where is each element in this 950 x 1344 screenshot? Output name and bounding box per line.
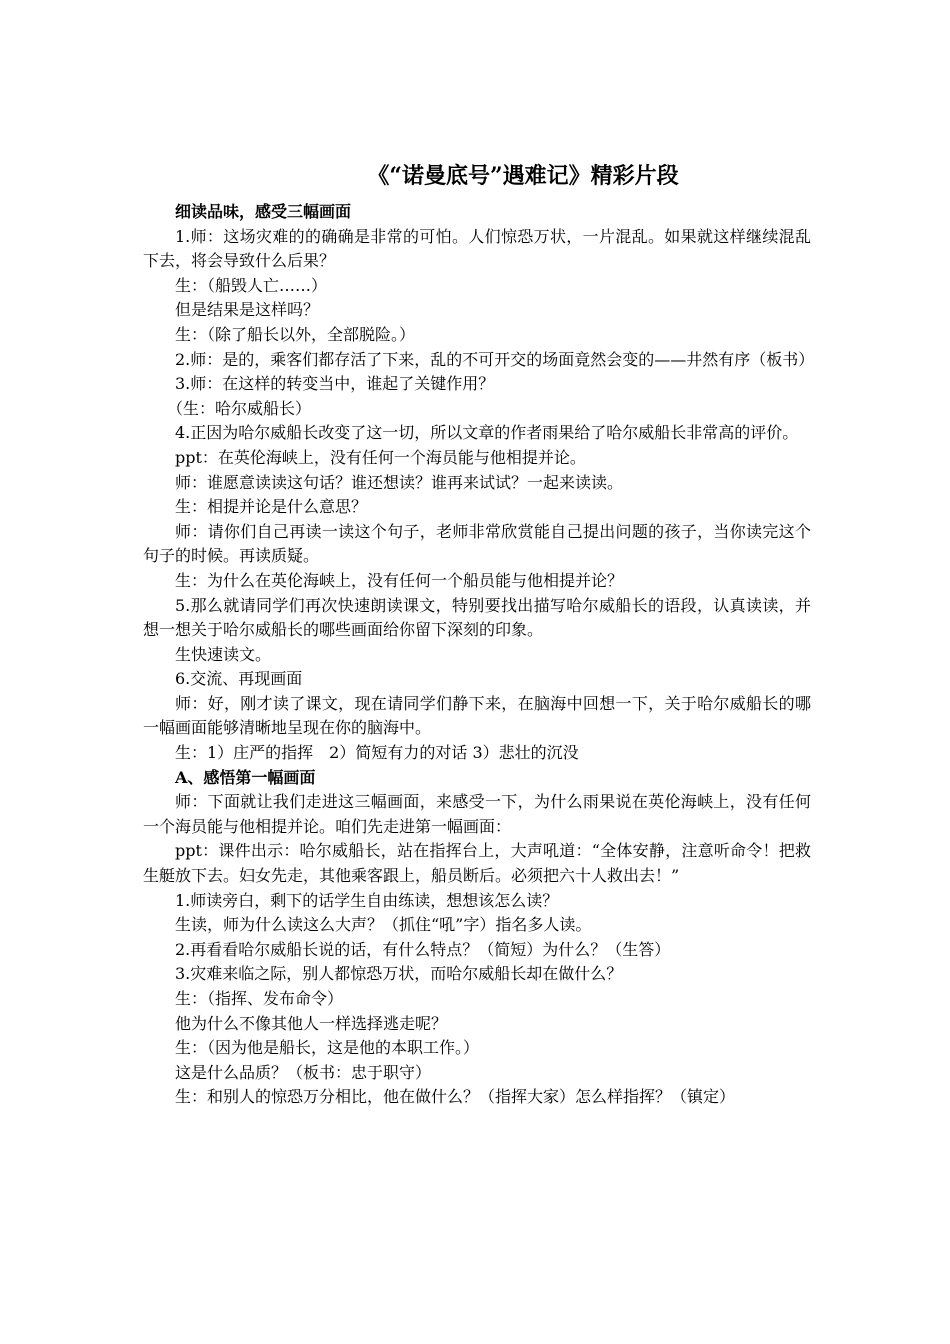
paragraph: 生：为什么在英伦海峡上，没有任何一个船员能与他相提并论？ <box>175 570 624 590</box>
paragraph: 2.师：是的，乘客们都存活了下来，乱的不可开交的场面竟然会变的——井然有序（板书） <box>175 349 815 369</box>
paragraph: 师：下面就让我们走进这三幅画面，来感受一下，为什么雨果说在英伦海峡上，没有任何一个海员能与他相提并论。咱们先走进第一幅画面： <box>143 792 811 836</box>
paragraph: 生：（船毁人亡……） <box>175 275 328 295</box>
paragraph: 5.那么就请同学们再次快速朗读课文，特别要找出描写哈尔威船长的语段，认真读读，并想一想关于哈尔威船长的哪些画面给你留下深刻的印象。 <box>143 595 811 640</box>
paragraph: 生读，师为什么读这么大声？（抓住“吼”字）指名多人读。 <box>175 915 592 935</box>
paragraph: 生：相提并论是什么意思？ <box>175 497 368 517</box>
section-heading: A、感悟第一幅画面 <box>175 767 316 787</box>
document-title: 《“诺曼底号”遇难记》精彩片段 <box>367 163 679 189</box>
paragraph: 6.交流、再现画面 <box>175 669 303 689</box>
paragraph: 这是什么品质？（板书：忠于职守） <box>175 1062 432 1082</box>
paragraph: 生：（指挥、发布命令） <box>175 989 344 1008</box>
paragraph: 师：谁愿意读读这句话？谁还想读？谁再来试试？一起来读读。 <box>175 472 624 492</box>
paragraph: 1.师读旁白，剩下的话学生自由练读，想想该怎么读？ <box>175 890 559 910</box>
paragraph: 生：（因为他是船长，这是他的本职工作。） <box>175 1038 480 1058</box>
paragraph: 2.再看看哈尔威船长说的话，有什么特点？（简短）为什么？（生答） <box>175 939 671 959</box>
paragraph: ppt：课件出示：哈尔威船长，站在指挥台上，大声吼道：“全体安静，注意听命令！把救生艇放下去。妇女先走，其他乘客跟上，船员断后。必须把六十人救出去！” <box>143 841 811 886</box>
paragraph: 师：请你们自己再读一读这个句子，老师非常欣赏能自己提出问题的孩子，当你读完这个句子的时候。再读质疑。 <box>143 521 811 566</box>
paragraph: 1.师：这场灾难的的确确是非常的可怕。人们惊恐万状，一片混乱。如果就这样继续混乱下去，将会导致什么后果？ <box>143 226 811 271</box>
paragraph: 他为什么不像其他人一样选择逃走呢？ <box>175 1013 448 1033</box>
paragraph: （生：哈尔威船长） <box>167 398 312 418</box>
paragraph: 3.灾难来临之际，别人都惊恐万状，而哈尔威船长却在做什么？ <box>175 964 623 984</box>
paragraph: 生：和别人的惊恐万分相比，他在做什么？（指挥大家）怎么样指挥？（镇定） <box>175 1087 736 1107</box>
section-heading: 细读品味，感受三幅画面 <box>175 202 352 221</box>
paragraph: 师：好，刚才读了课文，现在请同学们静下来，在脑海中回想一下，关于哈尔威船长的哪一幅画面能够清晰地呈现在你的脑海中。 <box>143 693 811 738</box>
paragraph: 但是结果是这样吗？ <box>175 300 320 320</box>
paragraph: ppt：在英伦海峡上，没有任何一个海员能与他相提并论。 <box>175 447 586 467</box>
paragraph: 生：（除了船长以外，全部脱险。） <box>175 324 416 344</box>
paragraph: 4.正因为哈尔威船长改变了这一切，所以文章的作者雨果给了哈尔威船长非常高的评价。 <box>175 423 799 443</box>
paragraph: 生：1）庄严的指挥 2）简短有力的对话 3）悲壮的沉没 <box>175 743 579 763</box>
paragraph: 3.师：在这样的转变当中，谁起了关键作用？ <box>175 374 495 394</box>
paragraph: 生快速读文。 <box>175 644 272 664</box>
document-body <box>143 200 815 1110</box>
